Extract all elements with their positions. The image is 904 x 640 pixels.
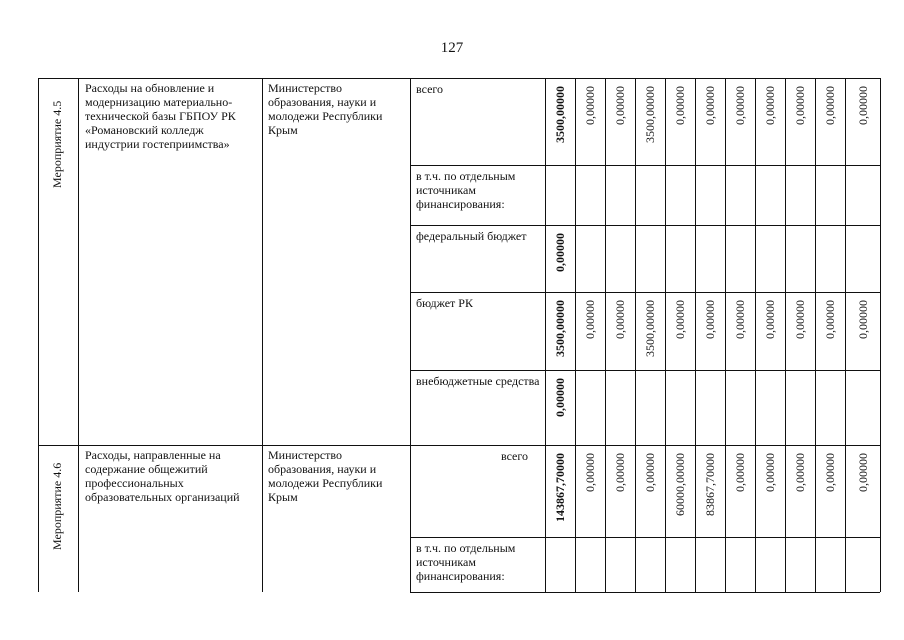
column-border [785, 78, 786, 592]
funding-source: в т.ч. по отдельным источникам финансирования: [416, 169, 516, 211]
row-border [410, 165, 880, 166]
measure-label: Мероприятие 4.5 [50, 100, 64, 188]
funding-source: федеральный бюджет [416, 229, 527, 243]
value-cell: 60000,00000 [673, 453, 687, 516]
funding-source: внебюджетные средства [416, 374, 540, 388]
value-cell: 3500,00000 [553, 86, 567, 143]
column-border [78, 78, 79, 592]
funding-source: всего [416, 82, 444, 96]
value-cell: 143867,70000 [553, 453, 567, 522]
value-cell: 0,00000 [823, 86, 837, 125]
column-border [262, 78, 263, 592]
value-cell: 3500,00000 [643, 86, 657, 143]
funding-source: всего [500, 449, 528, 463]
measure-executor: Министерство образования, науки и молодежи Республики Крым [268, 448, 383, 504]
row-border [38, 445, 880, 446]
value-cell: 0,00000 [583, 86, 597, 125]
column-border [38, 78, 39, 592]
value-cell: 0,00000 [793, 86, 807, 125]
value-cell: 0,00000 [613, 86, 627, 125]
column-border [880, 78, 881, 592]
value-cell: 0,00000 [673, 300, 687, 339]
funding-source: бюджет РК [416, 296, 473, 310]
row-border [38, 78, 880, 79]
column-border [410, 78, 411, 592]
value-cell: 0,00000 [583, 453, 597, 492]
value-cell: 0,00000 [855, 453, 870, 492]
measure-label: Мероприятие 4.6 [50, 462, 64, 550]
row-border [410, 225, 880, 226]
value-cell: 0,00000 [793, 453, 807, 492]
value-cell: 0,00000 [733, 453, 747, 492]
value-cell: 0,00000 [793, 300, 807, 339]
value-cell: 0,00000 [613, 300, 627, 339]
column-border [665, 78, 666, 592]
value-cell: 3500,00000 [553, 300, 567, 357]
value-cell: 0,00000 [855, 86, 870, 125]
value-cell: 3500,00000 [643, 300, 657, 357]
value-cell: 0,00000 [583, 300, 597, 339]
column-border [605, 78, 606, 592]
value-cell: 0,00000 [763, 453, 777, 492]
value-cell: 0,00000 [733, 86, 747, 125]
value-cell: 0,00000 [673, 86, 687, 125]
value-cell: 0,00000 [823, 300, 837, 339]
column-border [815, 78, 816, 592]
value-cell: 0,00000 [763, 300, 777, 339]
row-border [410, 592, 880, 593]
measure-description: Расходы, направленные на содержание общежитий профессиональных образовательных организаций [85, 448, 240, 504]
page-number: 127 [440, 40, 464, 56]
column-border [575, 78, 576, 592]
value-cell: 0,00000 [703, 86, 717, 125]
value-cell: 0,00000 [763, 86, 777, 125]
measure-description: Расходы на обновление и модернизацию материально-технической базы ГБПОУ РК «Романовский колледж индустрии гостеприимства» [85, 81, 236, 151]
measure-executor: Министерство образования, науки и молодежи Республики Крым [268, 81, 383, 137]
value-cell: 0,00000 [703, 300, 717, 339]
funding-source: в т.ч. по отдельным источникам финансирования: [416, 541, 516, 583]
value-cell: 0,00000 [613, 453, 627, 492]
row-border [410, 370, 880, 371]
value-cell: 83867,70000 [703, 453, 717, 516]
value-cell: 0,00000 [643, 453, 657, 492]
column-border [725, 78, 726, 592]
value-cell: 0,00000 [553, 378, 567, 417]
value-cell: 0,00000 [823, 453, 837, 492]
row-border [410, 537, 880, 538]
column-border [695, 78, 696, 592]
column-border [845, 78, 846, 592]
column-border [545, 78, 546, 592]
value-cell: 0,00000 [553, 233, 567, 272]
value-cell: 0,00000 [855, 300, 870, 339]
value-cell: 0,00000 [733, 300, 747, 339]
row-border [410, 292, 880, 293]
column-border [755, 78, 756, 592]
column-border [635, 78, 636, 592]
